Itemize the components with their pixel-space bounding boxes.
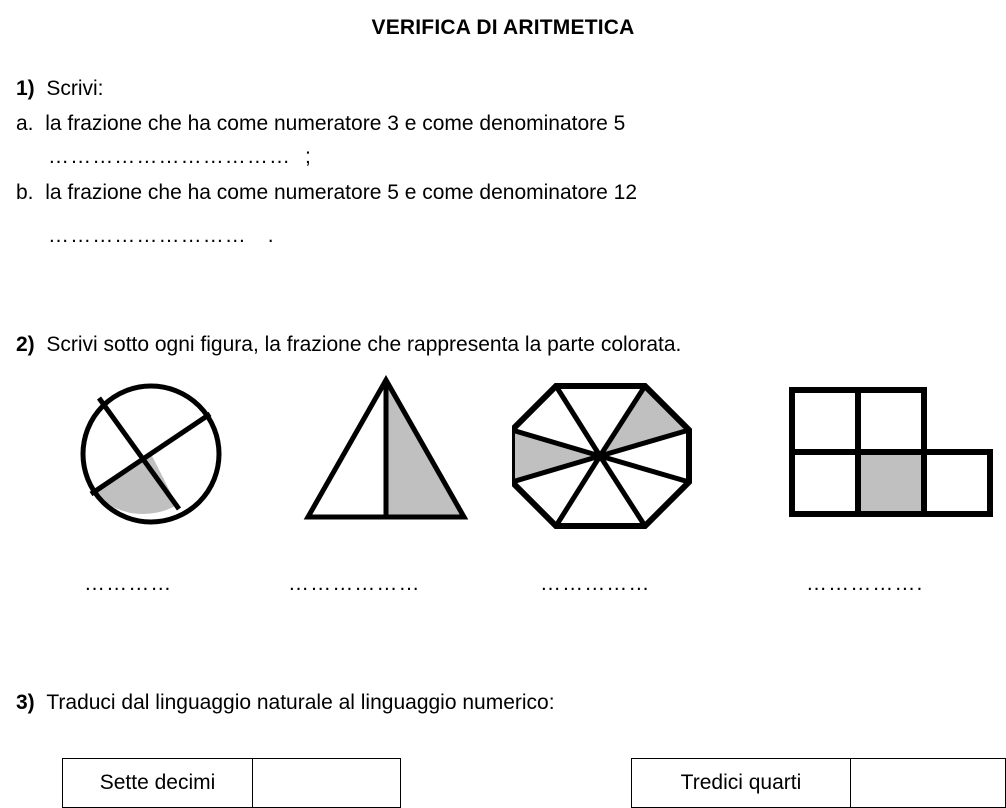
exercise-1-number: 1) (16, 77, 47, 100)
exercise-3-label-sette-decimi: Sette decimi (63, 759, 253, 808)
exercise-3-answer-cell-sette-decimi[interactable] (253, 759, 401, 808)
exercise-1-item-b-answer-line[interactable]: ……………………… . (48, 224, 275, 247)
exercise-2-figure-row (0, 360, 1006, 535)
exercise-1-prompt: Scrivi: (46, 77, 104, 100)
exercise-3-table-sette-decimi (62, 758, 401, 808)
exercise-1-item-a-answer-line[interactable]: …………………………… ; (48, 145, 312, 168)
exercise-3-answer-cell-tredici-quarti[interactable] (850, 759, 1005, 808)
circle-four-sectors-figure (62, 370, 242, 535)
exercise-1-item-a (16, 113, 625, 134)
exercise-3-number: 3) (16, 691, 47, 714)
exercise-2-answer-line-3[interactable]: …………… (540, 572, 651, 595)
exercise-3-label-tredici-quarti: Tredici quarti (632, 759, 851, 808)
exercise-3-heading (16, 692, 555, 713)
exercise-3-prompt: Traduci dal linguaggio naturale al linguaggio numerico: (46, 691, 555, 714)
exercise-2-answer-line-1[interactable]: ………… (84, 572, 173, 595)
exercise-2-number: 2) (16, 333, 47, 356)
triangle-two-halves-figure (298, 372, 478, 532)
exercise-2-answer-line-2[interactable]: ……………… (288, 572, 421, 595)
page-title: VERIFICA DI ARITMETICA (371, 16, 635, 39)
exercise-2-heading (16, 334, 681, 355)
table-row (632, 759, 1006, 808)
exercise-1-item-b-text: la frazione che ha come numeratore 5 e come denominatore 12 (45, 181, 638, 204)
exercise-1-item-b (16, 182, 637, 203)
exercise-2-answer-line-4[interactable]: ……………. (806, 572, 924, 595)
exercise-2-prompt: Scrivi sotto ogni figura, la frazione che rappresenta la parte colorata. (46, 333, 682, 356)
exercise-3-table-tredici-quarti (631, 758, 1006, 808)
exercise-1-item-b-marker: b. (16, 181, 46, 204)
exercise-1-item-a-marker: a. (16, 112, 46, 135)
squares-five-cells-figure (788, 386, 1000, 522)
exercise-1-heading (16, 78, 104, 99)
octagon-eight-sectors-figure (512, 368, 692, 538)
table-row (63, 759, 401, 808)
exercise-1-item-a-text: la frazione che ha come numeratore 3 e come denominatore 5 (45, 112, 626, 135)
